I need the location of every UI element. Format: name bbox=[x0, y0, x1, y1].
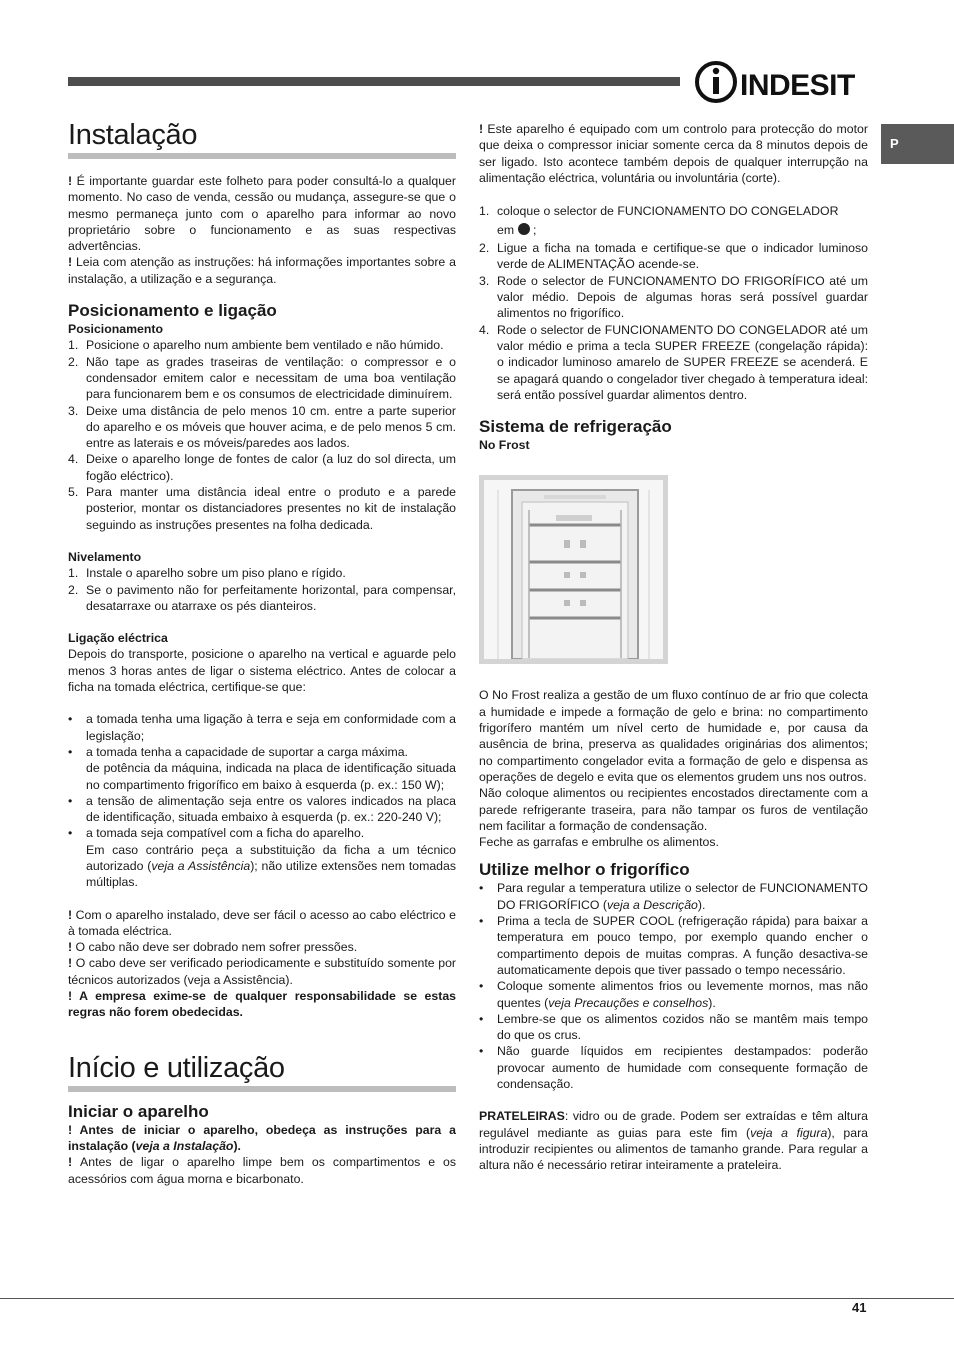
subheading-electrical: Ligação eléctrica bbox=[68, 631, 168, 646]
subheading-positioning: Posicionamento bbox=[68, 322, 163, 337]
freezer-off-dot-icon bbox=[518, 223, 530, 235]
section-refrigeration-system: Sistema de refrigeração bbox=[479, 417, 672, 437]
intro-text-1: É importante guardar este folheto para poder consultá-lo a qualquer momento. No caso de venda, cessão ou mudança, assegure-se que o mesmo permaneça junto com o aparelho para informar ao novo proprietário sobre o funcionamento e as suas respectivas advertências. bbox=[68, 174, 456, 254]
list-item: 2. Não tape as grades traseiras de ventilação: o compressor e o condensador emitem calor e necessitam de uma boa ventilação para funcionarem bem e os consumos de electricidade diminuírem. bbox=[68, 354, 456, 402]
electrical-paragraph: Depois do transporte, posicione o aparelho na vertical e aguarde pelo menos 3 horas antes de ligar o sistema eléctrico. Antes de colocar a ficha na tomada eléctrica, certifique-se que: bbox=[68, 647, 456, 695]
language-code: P bbox=[890, 136, 899, 151]
warning-mark: ! bbox=[68, 255, 76, 270]
list-item: • Não guarde líquidos em recipientes destampados: poderão provocar aumento de humidade com consequente formação de condensação. bbox=[479, 1044, 868, 1091]
leveling-list bbox=[68, 565, 456, 614]
startup-steps bbox=[479, 202, 868, 403]
page-number: 41 bbox=[852, 1300, 867, 1315]
list-item: 1. Posicione o aparelho num ambiente bem ventilado e não húmido. bbox=[68, 338, 444, 353]
list-item: • Lembre-se que os alimentos cozidos não se mantêm mais tempo do que os crus. bbox=[479, 1011, 868, 1043]
list-item: • a tensão de alimentação seja entre os valores indicados na placa de identificação, situada embaixo à esquerda (p. ex.: 220-240 V); bbox=[68, 793, 456, 825]
list-item: • a tomada tenha a capacidade de suportar a carga máxima. de potência da máquina, indicada na placa de identificação situada no compartimento frigorífico em baixo à esquerda (p. ex.: 150 W); bbox=[68, 744, 456, 792]
right-column bbox=[479, 121, 868, 1173]
shelves-paragraph: PRATELEIRAS: vidro ou de grade. Podem ser extraídas e têm altura regulável mediante as guias para este fim (veja a figura), para introduzir recipientes ou alimentos de tamanho grande. Para regular a altura não é necessário retirar inteiramente a prateleira. bbox=[479, 1109, 868, 1173]
list-item: • a tomada tenha uma ligação à terra e seja em conformidade com a legislação; bbox=[68, 712, 456, 743]
title-installation: Instalação bbox=[68, 119, 198, 151]
section-use-fridge: Utilize melhor o frigorífico bbox=[479, 860, 690, 880]
fridge-interior-figure bbox=[479, 475, 668, 664]
list-item: 1. coloque o selector de FUNCIONAMENTO DO CONGELADOR em ; bbox=[479, 204, 839, 238]
list-item: • a tomada seja compatível com a ficha do aparelho. Em caso contrário peça a substituição da ficha a um técnico autorizado (veja a Assistência); não utilize extensões nem tomadas múltiplas. bbox=[68, 826, 457, 890]
list-item: • Coloque somente alimentos frios ou levemente mornos, mas não quentes (veja Precauções e conselhos). bbox=[479, 979, 868, 1010]
positioning-list bbox=[68, 337, 456, 533]
section-positioning-connection: Posicionamento e ligação bbox=[68, 301, 277, 321]
electrical-checklist bbox=[68, 711, 456, 890]
safety-warnings: ! Com o aparelho instalado, deve ser fácil o acesso ao cabo eléctrico e à tomada eléctrica. ! O cabo não deve ser dobrado nem sofrer pressões. ! O cabo deve ser verificado periodicamente e substituído somente por técnicos autorizados (veja a Assistência). ! A empresa exime-se de qualquer responsabilidade se estas regras não forem obedecidas. bbox=[68, 907, 457, 1020]
subheading-leveling: Nivelamento bbox=[68, 549, 142, 564]
subheading-no-frost: No Frost bbox=[479, 438, 530, 453]
list-item: • Para regular a temperatura utilize o selector de FUNCIONAMENTO DO FRIGORÍFICO (veja a Descrição). bbox=[479, 881, 868, 912]
list-item: 3. Rode o selector de FUNCIONAMENTO DO FRIGORÍFICO até um valor médio. Depois de algumas horas será possível guardar alimentos no frigorífico. bbox=[479, 273, 868, 321]
list-item: 4. Rode o selector de FUNCIONAMENTO DO CONGELADOR até um valor médio e prima a tecla SUPER FREEZE (congelação rápida): o indicador luminoso amarelo de SUPER FREEZE se acenderá. E se apagará quando o congelador tiver chegado à temperatura ideal: será então possível guardar alimentos dentro. bbox=[479, 322, 868, 402]
list-item: 2. Se o pavimento não for perfeitamente horizontal, para compensar, desatarraxe ou atarraxe os pés dianteiros. bbox=[68, 582, 456, 613]
list-item: 4. Deixe o aparelho longe de fontes de calor (a luz do sol directa, um fogão eléctrico). bbox=[68, 452, 456, 483]
compressor-protection-note: ! Este aparelho é equipado com um controlo para protecção do motor que deixa o compressor iniciar somente cerca da 8 minutos depois de ser ligado. Isto acontece também depois de qualquer interrupção na alimentação eléctrica, voluntária ou involuntária (corte). bbox=[479, 122, 868, 185]
indesit-logo bbox=[694, 60, 869, 104]
list-item: • Prima a tecla de SUPER COOL (refrigeração rápida) para baixar a temperatura em pouco tempo, por exemplo quando encher o compartimento depois de muitas compras. A função desactiva-se automaticamente depois que tiver passado o tempo necessário. bbox=[479, 914, 868, 977]
list-item: 3. Deixe uma distância de pelo menos 10 cm. entre a parte superior do aparelho e os móveis que houver acima, e de pelo menos 5 cm. entre as laterais e os móveis/paredes aos lados. bbox=[68, 403, 456, 451]
header-rule bbox=[68, 77, 680, 86]
start-instructions: ! Antes de iniciar o aparelho, obedeça as instruções para a instalação (veja a Instalação). ! Antes de ligar o aparelho limpe bem os compartimentos e os acessórios com água morna e bicarbonato. bbox=[68, 1122, 456, 1186]
language-tab bbox=[881, 124, 954, 164]
intro-text-2: Leia com atenção as instruções: há informações importantes sobre a instalação, a utilização e a segurança. bbox=[68, 255, 456, 286]
list-item: 5. Para manter uma distância ideal entre o produto e a parede posterior, montar os distanciadores presentes no kit de instalação seguindo as instruções presentes na folha dedicada. bbox=[68, 485, 456, 532]
footer-rule bbox=[0, 1298, 954, 1299]
list-item: 1. Instale o aparelho sobre um piso plano e rígido. bbox=[68, 566, 346, 581]
warning-mark: ! bbox=[68, 174, 77, 188]
no-frost-paragraph: O No Frost realiza a gestão de um fluxo contínuo de ar frio que colecta a humidade e impede a formação de gelo e brina: no compartimento frigorífero mantém um nível certo de humidade e, por causa da ausência de brina, preserva as qualidades originárias dos alimentos; no compartimento congelador evita a formação de gelo e dispensa as operações de degelo e evita que os elementos grudem uns nos outros. Não coloque alimentos ou recipientes encostados directamente com a parede refrigerante traseira, para não tampar os furos de ventilação nem facilitar a formação de condensação. Feche as garrafas e embrulhe os alimentos. bbox=[479, 688, 868, 850]
fridge-shelves-illustration bbox=[484, 480, 663, 659]
title-start-use: Início e utilização bbox=[68, 1051, 285, 1084]
intro-paragraph bbox=[68, 173, 456, 287]
section-start-appliance: Iniciar o aparelho bbox=[68, 1101, 209, 1121]
brand-name: INDESIT bbox=[740, 69, 855, 102]
fridge-tips-list bbox=[479, 880, 868, 1092]
list-item: 2. Ligue a ficha na tomada e certifique-se que o indicador luminoso verde de ALIMENTAÇÃO acende-se. bbox=[479, 241, 868, 272]
left-column bbox=[68, 118, 456, 1187]
